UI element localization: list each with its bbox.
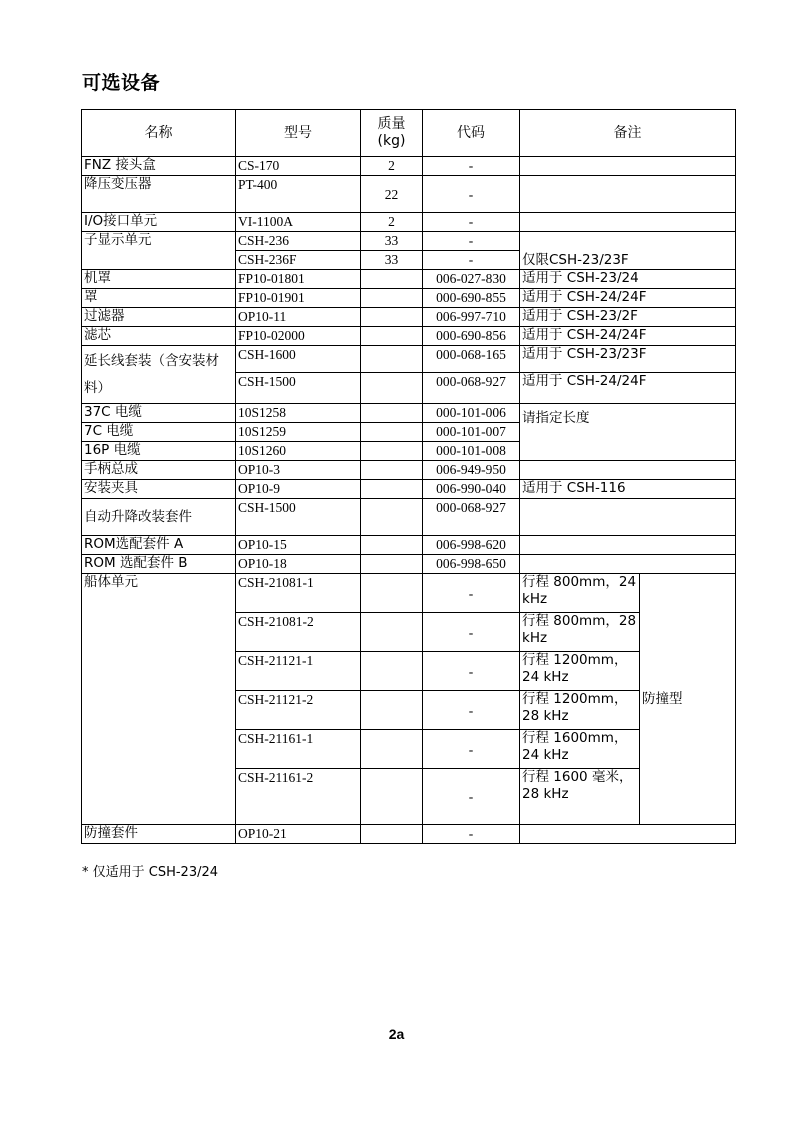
section-title: 可选设备	[82, 72, 161, 94]
table-row	[82, 555, 736, 574]
row-weight	[361, 327, 423, 346]
header-weight	[361, 110, 423, 157]
row-code: 000-068-927	[423, 499, 520, 536]
hull-unit-code: -	[423, 691, 520, 730]
row-code: 006-027-830	[423, 270, 520, 289]
row-name: 防撞套件	[82, 825, 236, 844]
hull-unit-code: -	[423, 730, 520, 769]
hull-unit-model: CSH-21161-2	[236, 769, 361, 825]
row-weight	[361, 825, 423, 844]
table-row	[82, 346, 736, 373]
row-code: -	[423, 176, 520, 213]
row-weight	[361, 289, 423, 308]
row-remarks	[520, 825, 736, 844]
row-model: FP10-01901	[236, 289, 361, 308]
table-row	[82, 404, 736, 423]
table-row	[82, 308, 736, 327]
row-weight	[361, 480, 423, 499]
table-row	[82, 232, 736, 251]
row-weight	[361, 499, 423, 536]
table-row	[82, 480, 736, 499]
row-name: 手柄总成	[82, 461, 236, 480]
table-row	[82, 157, 736, 176]
row-remarks: 适用于 CSH-23/24	[520, 270, 736, 289]
row-remarks: 适用于 CSH-24/24F	[520, 373, 736, 404]
hull-unit-name: 船体单元	[82, 574, 236, 825]
row-name: 7C 电缆	[82, 423, 236, 442]
row-remarks	[520, 461, 736, 480]
row-code: 006-949-950	[423, 461, 520, 480]
row-weight	[361, 442, 423, 461]
row-weight: 33	[361, 251, 423, 270]
row-code: -	[423, 213, 520, 232]
row-model: FP10-01801	[236, 270, 361, 289]
hull-unit-weight	[361, 730, 423, 769]
header-remarks: 备注	[520, 110, 736, 157]
row-remarks	[520, 157, 736, 176]
row-model: 10S1258	[236, 404, 361, 423]
row-model: FP10-02000	[236, 327, 361, 346]
row-code: 006-997-710	[423, 308, 520, 327]
row-weight	[361, 270, 423, 289]
row-code: -	[423, 157, 520, 176]
table-row	[82, 270, 736, 289]
optional-equipment-table	[81, 109, 736, 844]
hull-unit-spec: 行程 800mm，24 kHz	[520, 574, 640, 613]
row-remarks	[520, 499, 736, 536]
header-code: 代码	[423, 110, 520, 157]
row-weight: 33	[361, 232, 423, 251]
row-name: 子显示单元	[82, 232, 236, 270]
table-row	[82, 825, 736, 844]
row-remarks	[520, 536, 736, 555]
table-row	[82, 461, 736, 480]
table-row	[82, 289, 736, 308]
row-name: ROM 选配套件 B	[82, 555, 236, 574]
row-code: 006-998-620	[423, 536, 520, 555]
row-model: 10S1260	[236, 442, 361, 461]
row-model: VI-1100A	[236, 213, 361, 232]
row-code: 000-690-855	[423, 289, 520, 308]
row-remarks: 适用于 CSH-24/24F	[520, 327, 736, 346]
row-weight	[361, 536, 423, 555]
footnote: * 仅适用于 CSH-23/24	[82, 865, 219, 880]
row-name: 安装夹具	[82, 480, 236, 499]
hull-unit-spec: 行程 1600 毫米，28 kHz	[520, 769, 640, 825]
page-number: 2a	[388, 1026, 405, 1042]
row-weight: 2	[361, 213, 423, 232]
header-weight-label: 质量	[377, 116, 406, 132]
hull-unit-code: -	[423, 574, 520, 613]
table-row	[82, 327, 736, 346]
row-weight	[361, 308, 423, 327]
row-model: OP10-11	[236, 308, 361, 327]
hull-group-remark: 防撞型	[640, 574, 736, 825]
row-remarks: 适用于 CSH-24/24F	[520, 289, 736, 308]
row-code: -	[423, 251, 520, 270]
row-remarks	[520, 213, 736, 232]
hull-unit-weight	[361, 574, 423, 613]
row-weight	[361, 555, 423, 574]
hull-unit-code: -	[423, 652, 520, 691]
row-model: PT-400	[236, 176, 361, 213]
hull-unit-weight	[361, 613, 423, 652]
row-code: 000-690-856	[423, 327, 520, 346]
hull-unit-model: CSH-21161-1	[236, 730, 361, 769]
hull-unit-weight	[361, 769, 423, 825]
row-remarks: 适用于 CSH-23/23F	[520, 346, 736, 373]
row-model: CSH-1600	[236, 346, 361, 373]
hull-unit-spec: 行程 1600mm，24 kHz	[520, 730, 640, 769]
row-remarks: 请指定长度	[520, 404, 736, 461]
row-name: I/O接口单元	[82, 213, 236, 232]
row-weight	[361, 373, 423, 404]
row-name: 罩	[82, 289, 236, 308]
table-row	[82, 499, 736, 536]
row-code: 006-990-040	[423, 480, 520, 499]
row-remarks: 适用于 CSH-23/2F	[520, 308, 736, 327]
hull-unit-weight	[361, 652, 423, 691]
row-remarks: 适用于 CSH-116	[520, 480, 736, 499]
row-code: 000-101-007	[423, 423, 520, 442]
row-name: 延长线套装（含安装材料）	[82, 346, 236, 404]
row-weight	[361, 404, 423, 423]
row-name: 16P 电缆	[82, 442, 236, 461]
hull-unit-model: CSH-21081-2	[236, 613, 361, 652]
row-weight: 2	[361, 157, 423, 176]
hull-unit-code: -	[423, 613, 520, 652]
header-weight-unit: (kg)	[377, 133, 406, 149]
table-row	[82, 536, 736, 555]
row-code: -	[423, 232, 520, 251]
row-code: 006-998-650	[423, 555, 520, 574]
row-name: FNZ 接头盒	[82, 157, 236, 176]
hull-unit-model: CSH-21121-2	[236, 691, 361, 730]
row-name: 37C 电缆	[82, 404, 236, 423]
row-model: CSH-236	[236, 232, 361, 251]
row-weight	[361, 461, 423, 480]
hull-unit-weight	[361, 691, 423, 730]
row-code: 000-101-008	[423, 442, 520, 461]
hull-unit-model: CSH-21081-1	[236, 574, 361, 613]
row-model: OP10-3	[236, 461, 361, 480]
row-name: 过滤器	[82, 308, 236, 327]
header-name: 名称	[82, 110, 236, 157]
row-code: 000-068-927	[423, 373, 520, 404]
hull-unit-spec: 行程 1200mm，28 kHz	[520, 691, 640, 730]
row-model: OP10-15	[236, 536, 361, 555]
hull-unit-model: CSH-21121-1	[236, 652, 361, 691]
hull-unit-row	[82, 574, 736, 613]
header-model: 型号	[236, 110, 361, 157]
table-row	[82, 176, 736, 213]
row-name: 滤芯	[82, 327, 236, 346]
hull-unit-code: -	[423, 769, 520, 825]
row-weight: 22	[361, 176, 423, 213]
row-model: CSH-236F	[236, 251, 361, 270]
row-code: 000-101-006	[423, 404, 520, 423]
row-model: CSH-1500	[236, 499, 361, 536]
row-name: ROM选配套件 A	[82, 536, 236, 555]
row-code: 000-068-165	[423, 346, 520, 373]
row-name: 机罩	[82, 270, 236, 289]
hull-unit-spec: 行程 800mm，28 kHz	[520, 613, 640, 652]
row-model: CSH-1500	[236, 373, 361, 404]
row-code: -	[423, 825, 520, 844]
row-name: 自动升降改装套件	[82, 499, 236, 536]
row-remarks	[520, 555, 736, 574]
table-header-row	[82, 110, 736, 157]
row-remarks	[520, 176, 736, 213]
row-name: 降压变压器	[82, 176, 236, 213]
row-weight	[361, 346, 423, 373]
table-row	[82, 213, 736, 232]
hull-unit-spec: 行程 1200mm，24 kHz	[520, 652, 640, 691]
row-weight	[361, 423, 423, 442]
row-model: 10S1259	[236, 423, 361, 442]
row-model: OP10-21	[236, 825, 361, 844]
row-remarks: 仅限CSH-23/23F	[520, 232, 736, 270]
row-model: OP10-18	[236, 555, 361, 574]
row-model: CS-170	[236, 157, 361, 176]
row-model: OP10-9	[236, 480, 361, 499]
